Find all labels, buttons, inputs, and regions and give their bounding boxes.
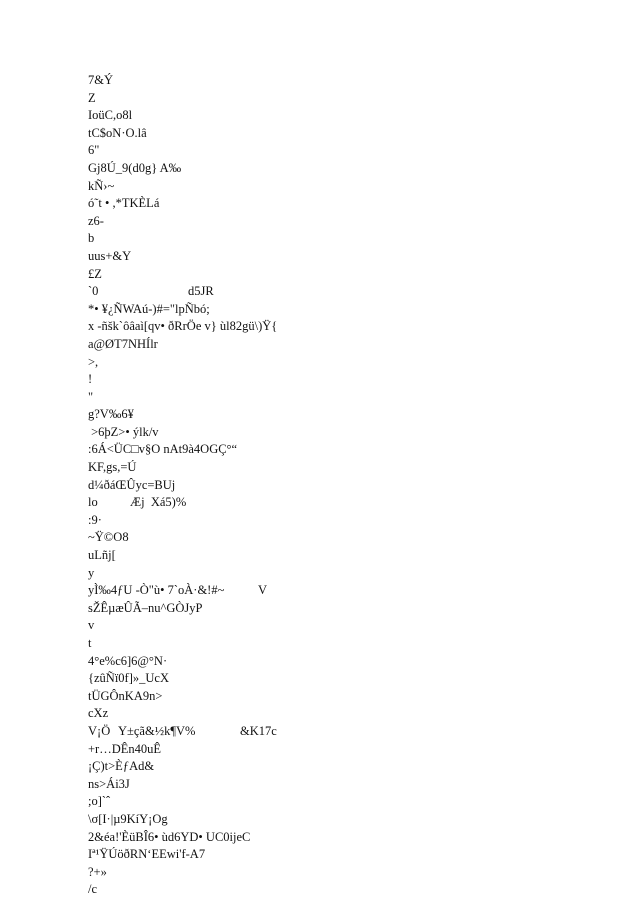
text-line-content: KF,gs,=Ú	[88, 460, 137, 475]
text-line-content: b	[88, 231, 95, 246]
text-line	[88, 723, 608, 741]
text-line-content: kÑ›~	[88, 178, 115, 193]
text-line-content: ;o]`ˆ	[88, 794, 111, 809]
text-line	[88, 424, 608, 442]
text-line-content: *• ¥¿ÑWAú-)#="lpÑbó;	[88, 301, 210, 316]
text-line-content: 6"	[88, 143, 100, 158]
text-line-content: y	[88, 565, 95, 580]
text-line	[88, 318, 608, 336]
text-line-content: !	[88, 372, 93, 387]
text-line-content: ó˜t • ,*TKÈLá	[88, 196, 160, 211]
text-line-content: ns>Ái3J	[88, 776, 130, 791]
text-line	[88, 90, 608, 108]
text-line-content: {zûÑï0f]»_UcX	[88, 671, 169, 686]
text-body	[88, 72, 608, 899]
text-line	[88, 829, 608, 847]
text-line-content: /c	[88, 882, 98, 897]
text-line	[88, 178, 608, 196]
text-line	[88, 477, 608, 495]
text-line-content: d¼ðáŒÛyc=BUj	[88, 477, 176, 492]
text-line	[88, 107, 608, 125]
text-line	[88, 846, 608, 864]
text-line-content: Z	[88, 90, 96, 105]
text-line-column: &K17c	[240, 723, 277, 738]
text-line	[88, 441, 608, 459]
text-line	[88, 688, 608, 706]
text-line	[88, 72, 608, 90]
text-line	[88, 266, 608, 284]
text-line-content: "	[88, 389, 94, 404]
text-line-content: 2&éa!'ÈüBÎ6• ùd6YD• UC0ijeC	[88, 829, 251, 844]
text-line-content: cXz	[88, 706, 109, 721]
text-line-content: sŽÊµæÛÃ–nu^GÒJyP	[88, 600, 203, 615]
text-line-content: £Z	[88, 266, 102, 281]
text-line	[88, 494, 608, 512]
text-line	[88, 125, 608, 143]
text-line-content: Iª¹ŸÚöðRN‘EEwi'f-A7	[88, 847, 206, 862]
text-line	[88, 160, 608, 178]
text-line	[88, 459, 608, 477]
text-line	[88, 142, 608, 160]
text-line	[88, 758, 608, 776]
text-line-content: Gj8Ú_9(d0g} A‰	[88, 160, 182, 175]
text-line-content: \σ[I·|µ9KíY¡Og	[88, 811, 168, 826]
text-line-content: lo	[88, 495, 98, 510]
text-line-content: uus+&Y	[88, 248, 132, 263]
text-line	[88, 776, 608, 794]
text-line-column: Æj Xá5)%	[130, 495, 187, 510]
text-line	[88, 371, 608, 389]
text-line	[88, 600, 608, 618]
text-line-content: V¡Ö	[88, 723, 111, 738]
text-line-content: yÌ‰4ƒU -Ò"ù• 7`oÀ·&!#~	[88, 583, 225, 598]
text-line-content: +r…DÊn40uÊ	[88, 741, 162, 756]
text-line-column: V	[258, 583, 268, 598]
text-line-content: ¡Ç)t>ÈƒAd&	[88, 759, 155, 774]
text-line	[88, 547, 608, 565]
text-line-content: ?+»	[88, 864, 107, 879]
text-line	[88, 301, 608, 319]
text-line	[88, 741, 608, 759]
text-line	[88, 406, 608, 424]
text-line-content: a@ØT7NHÍlr	[88, 336, 158, 351]
text-line-content: x -ñšk`ôâaì[qv• ðRrÖe v} ùl82gü\)Ÿ{	[88, 319, 278, 334]
text-line	[88, 793, 608, 811]
text-line-content: tC$oN·O.lâ	[88, 125, 147, 140]
text-line	[88, 336, 608, 354]
text-line-content: t	[88, 636, 92, 650]
text-line-content: ~Ÿ©O8	[88, 530, 129, 545]
text-line-content: z6-	[88, 213, 104, 228]
text-line-content: :6Á<ÜC□v§O nAt9à4OGÇ°“	[88, 442, 238, 457]
text-line	[88, 582, 608, 600]
text-line	[88, 248, 608, 266]
text-line	[88, 635, 608, 653]
text-line	[88, 195, 608, 213]
text-line-content: g?V‰6¥	[88, 407, 134, 422]
text-line-column: Y±çã&½k¶V%	[118, 723, 196, 738]
text-line-content: tÜGÔnKA9n>	[88, 688, 163, 703]
text-line-column: d5JR	[188, 284, 214, 299]
text-line	[88, 529, 608, 547]
text-line	[88, 230, 608, 248]
text-line-content: 4°e%c6]6@°N·	[88, 653, 168, 668]
text-line-content: 7&Ý	[88, 73, 113, 87]
text-line	[88, 213, 608, 231]
text-line	[88, 617, 608, 635]
text-line-content: v	[88, 618, 95, 633]
text-line-content: >,	[88, 354, 99, 369]
text-line	[88, 354, 608, 372]
text-line	[88, 864, 608, 882]
text-line-content: uLñj[	[88, 548, 116, 563]
text-line	[88, 283, 608, 301]
text-line	[88, 389, 608, 407]
text-line-content: IoüC,o8l	[88, 108, 133, 123]
text-line	[88, 670, 608, 688]
text-line-content: :9·	[88, 512, 102, 527]
text-line	[88, 512, 608, 530]
text-line-content: `0	[88, 284, 99, 299]
text-line	[88, 565, 608, 583]
text-line-content: >6þZ>• ýlk/v	[88, 424, 159, 439]
text-line	[88, 705, 608, 723]
text-line	[88, 881, 608, 899]
text-line	[88, 653, 608, 671]
